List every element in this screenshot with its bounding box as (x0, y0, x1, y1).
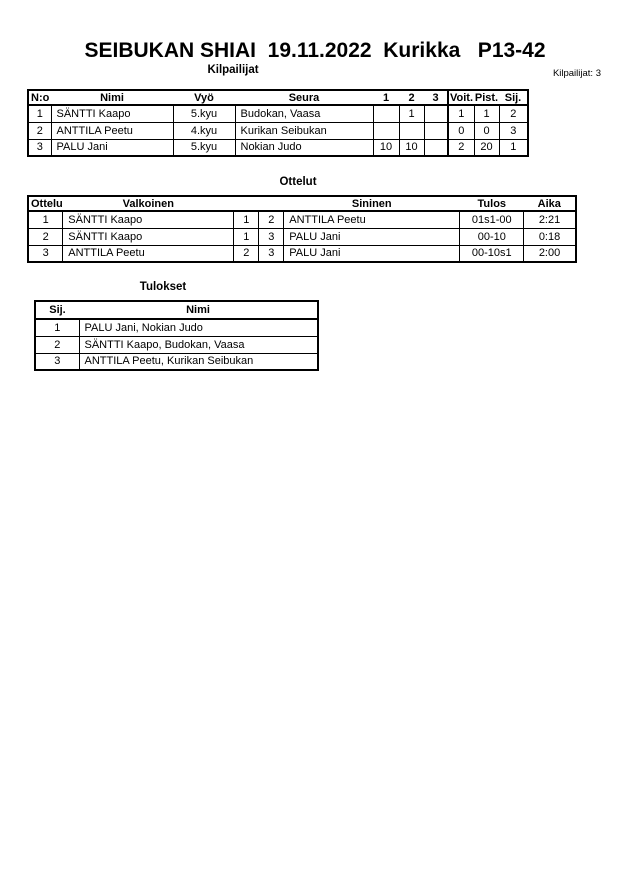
match-header-spacer (259, 196, 284, 211)
cell-blue-player: ANTTILA Peetu (284, 211, 460, 228)
col-header-voit: Voit. (449, 91, 473, 104)
cell-vyo: 5.kyu (173, 139, 235, 156)
cell-place: 2 (35, 336, 79, 353)
cell-time: 2:21 (524, 211, 576, 228)
cell-time: 2:00 (524, 245, 576, 262)
cell-no: 3 (28, 139, 51, 156)
cell-white-player: SÄNTTI Kaapo (63, 228, 234, 245)
cell-blue-number: 3 (259, 245, 284, 262)
tulokset-section-title: Tulokset (139, 281, 187, 293)
result-row (35, 319, 318, 336)
match-row (28, 228, 576, 245)
cell-nimi: PALU Jani (51, 139, 173, 156)
cell-blue-player: PALU Jani (284, 228, 460, 245)
cell-match-no: 3 (28, 245, 63, 262)
result-row (35, 336, 318, 353)
cell-sij: 2 (499, 105, 528, 122)
kilpailijat-header-row (28, 90, 528, 105)
cell-name-club: ANTTILA Peetu, Kurikan Seibukan (79, 353, 318, 370)
cell-white-player: ANTTILA Peetu (63, 245, 234, 262)
cell-round2: 1 (399, 105, 424, 122)
cell-round1 (373, 122, 399, 139)
cell-seura: Kurikan Seibukan (235, 122, 373, 139)
col-header-valkoinen: Valkoinen (63, 196, 234, 211)
col-header-nimi: Nimi (79, 301, 318, 319)
match-header-spacer (234, 196, 259, 211)
col-header-sij: Sij. (35, 301, 79, 319)
cell-place: 1 (35, 319, 79, 336)
kilpailijat-section (27, 89, 529, 157)
cell-seura: Nokian Judo (235, 139, 373, 156)
cell-name-club: SÄNTTI Kaapo, Budokan, Vaasa (79, 336, 318, 353)
tulokset-table (34, 300, 319, 371)
col-header-tulos: Tulos (460, 196, 524, 211)
match-row (28, 245, 576, 262)
col-header-sij: Sij. (499, 90, 528, 105)
cell-voit: 2 (448, 139, 474, 156)
cell-sij: 1 (499, 139, 528, 156)
cell-white-number: 2 (234, 245, 259, 262)
ottelut-section-title: Ottelut (279, 176, 317, 188)
cell-white-number: 1 (234, 228, 259, 245)
col-header-round2: 2 (399, 90, 424, 105)
cell-name-club: PALU Jani, Nokian Judo (79, 319, 318, 336)
cell-voit: 0 (448, 122, 474, 139)
col-header-aika: Aika (524, 196, 576, 211)
col-header-pist: Pist. (474, 91, 499, 104)
col-header-round3: 3 (424, 90, 448, 105)
cell-place: 3 (35, 353, 79, 370)
cell-time: 0:18 (524, 228, 576, 245)
cell-pist: 0 (474, 122, 499, 139)
cell-round3 (424, 139, 448, 156)
cell-result: 01s1-00 (460, 211, 524, 228)
cell-voit: 1 (448, 105, 474, 122)
tulokset-section (34, 300, 319, 371)
cell-blue-number: 2 (259, 211, 284, 228)
competitor-row (28, 122, 528, 139)
col-header-ottelu: Ottelu (28, 196, 63, 211)
cell-round3 (424, 105, 448, 122)
cell-round3 (424, 122, 448, 139)
cell-round1 (373, 105, 399, 122)
cell-nimi: SÄNTTI Kaapo (51, 105, 173, 122)
cell-seura: Budokan, Vaasa (235, 105, 373, 122)
tulokset-header-row (35, 301, 318, 319)
cell-match-no: 1 (28, 211, 63, 228)
cell-vyo: 4.kyu (173, 122, 235, 139)
kilpailijat-section-title: Kilpailijat (207, 64, 259, 76)
cell-white-player: SÄNTTI Kaapo (63, 211, 234, 228)
cell-match-no: 2 (28, 228, 63, 245)
ottelut-header-row (28, 196, 576, 211)
col-header-seura: Seura (235, 90, 373, 105)
col-header-round1: 1 (373, 90, 399, 105)
match-row (28, 211, 576, 228)
competitor-count: Kilpailijat: 3 (552, 68, 601, 79)
cell-no: 1 (28, 105, 51, 122)
kilpailijat-table (27, 89, 529, 157)
cell-vyo: 5.kyu (173, 105, 235, 122)
ottelut-section (27, 195, 577, 263)
cell-round2 (399, 122, 424, 139)
cell-sij: 3 (499, 122, 528, 139)
col-header-sininen: Sininen (284, 196, 460, 211)
col-header-nimi: Nimi (51, 90, 173, 105)
cell-result: 00-10s1 (460, 245, 524, 262)
cell-nimi: ANTTILA Peetu (51, 122, 173, 139)
ottelut-table (27, 195, 577, 263)
competitor-row (28, 139, 528, 156)
cell-pist: 1 (474, 105, 499, 122)
cell-no: 2 (28, 122, 51, 139)
cell-pist: 20 (474, 139, 499, 156)
cell-round1: 10 (373, 139, 399, 156)
page-title: SEIBUKAN SHIAI 19.11.2022 Kurikka P13-42 (84, 39, 546, 62)
cell-blue-player: PALU Jani (284, 245, 460, 262)
cell-white-number: 1 (234, 211, 259, 228)
cell-round2: 10 (399, 139, 424, 156)
competitor-row (28, 105, 528, 122)
col-header-vyo: Vyö (173, 90, 235, 105)
col-header-no: N:o (28, 90, 51, 105)
cell-result: 00-10 (460, 228, 524, 245)
cell-blue-number: 3 (259, 228, 284, 245)
result-row (35, 353, 318, 370)
